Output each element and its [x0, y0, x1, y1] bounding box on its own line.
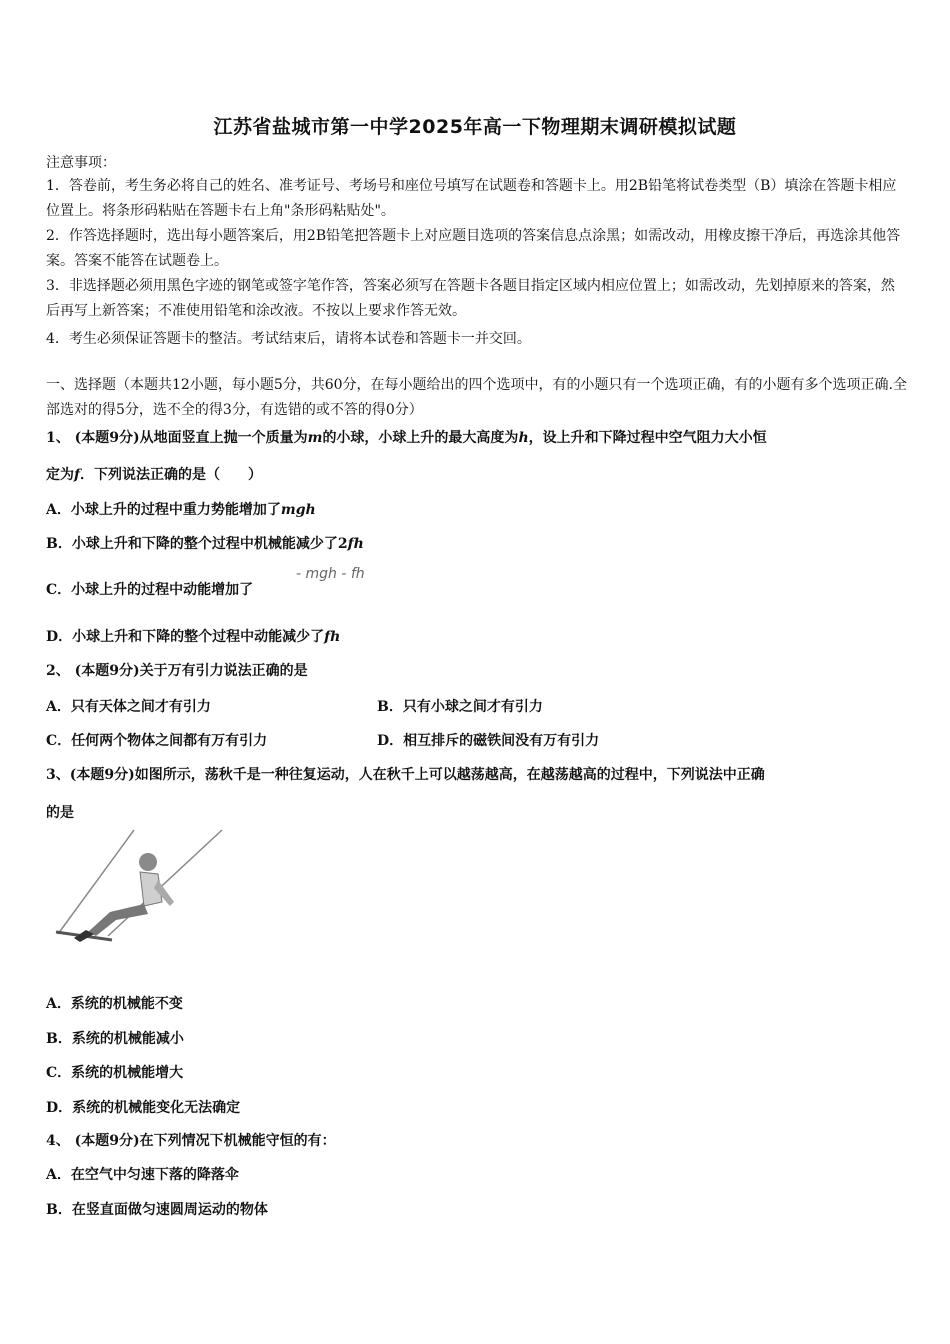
notice-item-3: 3．非选择题必须用黑色字迹的钢笔或签字笔作答，答案必须写在答题卡各题目指定区域内相应位置上；如需改动，先划掉原来的答案，然后再写上新答案；不准使用铅笔和涂改液。不按以上要求作答无效。 [46, 278, 895, 319]
q2-option-b: B．只有小球之间才有引力 [377, 699, 543, 715]
q4-option-b: B．在竖直面做匀速圆周运动的物体 [46, 1202, 268, 1218]
q3-option-b: B．系统的机械能减小 [46, 1031, 184, 1047]
q3-stem-line1: 3、(本题9分)如图所示，荡秋千是一种往复运动，人在秋千上可以越荡越高，在越荡越高的过程中，下列说法中正确 [46, 767, 765, 783]
q3-option-a: A．系统的机械能不变 [46, 996, 183, 1012]
q3-option-d: D．系统的机械能变化无法确定 [46, 1100, 241, 1116]
notice-item-4: 4．考生必须保证答题卡的整洁。考试结束后，请将本试卷和答题卡一并交回。 [46, 331, 531, 347]
q2-option-d: D．相互排斥的磁铁间没有万有引力 [377, 733, 600, 749]
q4-option-a: A．在空气中匀速下落的降落伞 [46, 1167, 239, 1183]
q1-option-c: C．小球上升的过程中动能增加了 [46, 582, 254, 598]
section-heading: 一、选择题（本题共12小题，每小题5分，共60分，在每小题给出的四个选项中，有的小题只有一个选项正确，有的小题有多个选项正确.全部选对的得5分，选不全的得3分，有选错的或不答的得0分） [46, 377, 907, 418]
q1-option-a: A．小球上升的过程中重力势能增加了mgh [46, 502, 316, 518]
q4-stem: 4、 (本题9分)在下列情况下机械能守恒的有： [46, 1133, 336, 1149]
notice-item-2: 2．作答选择题时，选出每小题答案后，用2B铅笔把答题卡上对应题目选项的答案信息点涂黑；如需改动，用橡皮擦干净后，再选涂其他答案。答案不能答在试题卷上。 [46, 228, 901, 269]
notice-item-1: 1．答卷前，考生务必将自己的姓名、准考证号、考场号和座位号填写在试题卷和答题卡上。用2B铅笔将试卷类型（B）填涂在答题卡相应位置上。将条形码粘贴在答题卡右上角"条形码粘贴处"。 [46, 178, 897, 219]
swing-illustration [50, 828, 226, 950]
q1-option-b: B．小球上升和下降的整个过程中机械能减少了2fh [46, 536, 364, 552]
q2-option-c: C．任何两个物体之间都有万有引力 [46, 733, 268, 749]
q1-option-d: D．小球上升和下降的整个过程中动能减少了fh [46, 629, 341, 645]
q1-option-c-formula: - mgh - fh [296, 566, 365, 582]
q1-stem-line1: 1、 (本题9分)从地面竖直上抛一个质量为m的小球，小球上升的最大高度为h，设上升和下降过程中空气阻力大小恒 [46, 430, 767, 446]
q1-stem-line2: 定为f．下列说法正确的是（ ） [46, 467, 263, 483]
q2-stem: 2、 (本题9分)关于万有引力说法正确的是 [46, 663, 308, 679]
exam-title: 江苏省盐城市第一中学2025年高一下物理期末调研模拟试题 [213, 116, 737, 138]
q2-option-a: A．只有天体之间才有引力 [46, 699, 211, 715]
q3-option-c: C．系统的机械能增大 [46, 1065, 184, 1081]
q3-stem-line2: 的是 [46, 805, 74, 821]
notice-heading: 注意事项： [46, 155, 116, 171]
